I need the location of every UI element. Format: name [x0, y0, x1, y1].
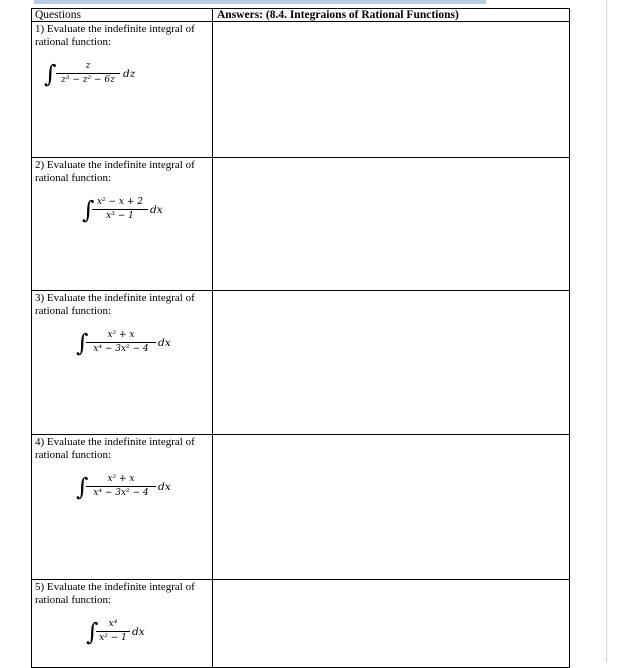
page-edge [606, 0, 607, 662]
integral-expression-5 [32, 617, 212, 657]
numerator-3: x² + x [107, 330, 135, 340]
fraction-2 [92, 197, 148, 222]
differential-1: dz [123, 68, 136, 80]
answer-cell-5[interactable] [213, 580, 570, 668]
integral-sign-5: ∫ [86, 618, 99, 646]
numerator-4: x² + x [107, 474, 135, 484]
answers-header: Answers: (8.4. Integraions of Rational Functions) [213, 9, 570, 22]
integral-sign-4: ∫ [76, 473, 89, 501]
question-row-4 [32, 435, 570, 580]
answer-cell-2[interactable] [213, 158, 570, 291]
integral-expression-1 [32, 59, 212, 99]
differential-2: dx [150, 204, 163, 216]
denominator-2: x³ − 1 [106, 211, 134, 221]
question-cell-1 [32, 22, 213, 158]
fraction-3 [86, 330, 156, 355]
denominator-3: x⁴ − 3x² − 4 [93, 344, 149, 354]
differential-5: dx [132, 626, 145, 638]
fraction-bar-3 [86, 342, 156, 343]
integral-expression-3 [32, 328, 212, 368]
integral-sign-3: ∫ [76, 329, 89, 357]
fraction-4 [86, 474, 156, 499]
integral-sign-1: ∫ [44, 60, 57, 88]
question-text-3: 3) Evaluate the indefinite integral of rational function: [35, 292, 195, 317]
question-cell-3 [32, 291, 213, 435]
numerator-5: x⁴ [108, 619, 118, 629]
fraction-bar-1 [56, 73, 120, 74]
denominator-4: x⁴ − 3x² − 4 [93, 488, 149, 498]
denominator-5: x² − 1 [99, 633, 127, 643]
fraction-bar-4 [86, 486, 156, 487]
numerator-2: x² − x + 2 [96, 197, 143, 207]
question-cell-2 [32, 158, 213, 291]
question-text-1: 1) Evaluate the indefinite integral of rational function: [35, 23, 195, 48]
question-text-5: 5) Evaluate the indefinite integral of rational function: [35, 581, 195, 606]
integral-sign-2: ∫ [82, 196, 95, 224]
fraction-bar-5 [96, 631, 130, 632]
differential-3: dx [158, 337, 171, 349]
question-text-2: 2) Evaluate the indefinite integral of rational function: [35, 159, 195, 184]
answer-cell-1[interactable] [213, 22, 570, 158]
question-row-3 [32, 291, 570, 435]
answer-cell-4[interactable] [213, 435, 570, 580]
header-row [32, 9, 570, 22]
question-row-2 [32, 158, 570, 291]
integral-expression-2 [32, 195, 212, 235]
question-cell-4 [32, 435, 213, 580]
question-row-5 [32, 580, 570, 668]
question-cell-5 [32, 580, 213, 668]
denominator-1: z³ − z² − 6z [61, 75, 115, 85]
fraction-5 [96, 619, 130, 644]
questions-header: Questions [32, 9, 213, 22]
fraction-bar-2 [92, 209, 148, 210]
integral-expression-4 [32, 472, 212, 512]
numerator-1: z [85, 61, 91, 71]
ribbon-strip [34, 0, 486, 4]
worksheet-table [31, 8, 570, 668]
answer-cell-3[interactable] [213, 291, 570, 435]
differential-4: dx [158, 481, 171, 493]
question-row-1 [32, 22, 570, 158]
fraction-1 [56, 61, 120, 86]
question-text-4: 4) Evaluate the indefinite integral of rational function: [35, 436, 195, 461]
